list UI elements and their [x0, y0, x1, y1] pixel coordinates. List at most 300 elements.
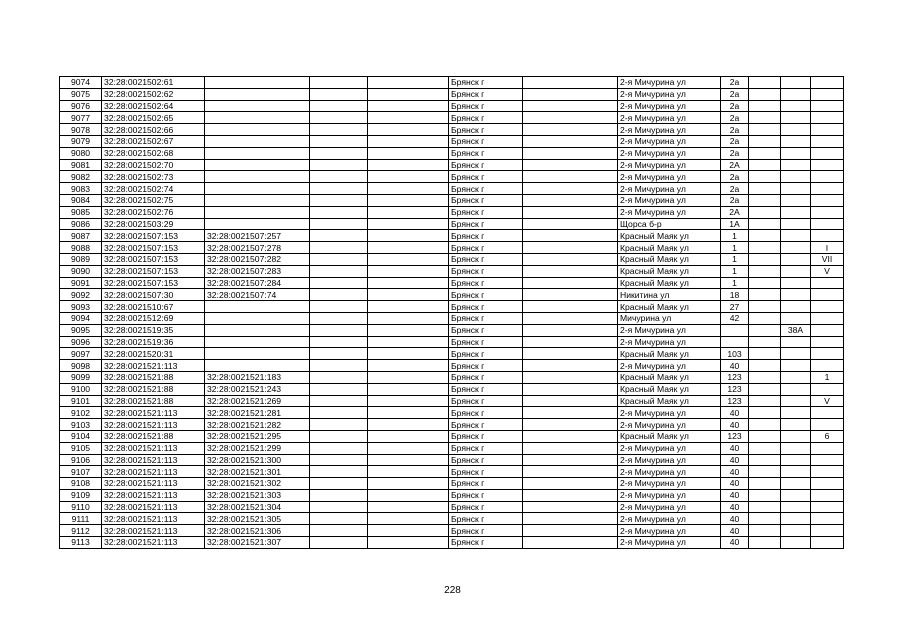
object-cadastral-number-cell [205, 360, 310, 372]
structure-cell [781, 147, 811, 159]
empty-cell [523, 159, 618, 171]
empty-cell [368, 253, 449, 265]
city-cell: Брянск г [449, 525, 523, 537]
structure-cell [781, 88, 811, 100]
street-cell: 2-я Мичурина ул [618, 525, 721, 537]
row-number-cell: 9104 [60, 430, 102, 442]
row-number-cell: 9111 [60, 513, 102, 525]
premises-cell: VII [811, 253, 844, 265]
street-cell: 2-я Мичурина ул [618, 100, 721, 112]
house-number-cell: 123 [721, 395, 749, 407]
table-row [60, 265, 844, 277]
premises-cell [811, 478, 844, 490]
building-cell [749, 407, 781, 419]
empty-cell [368, 218, 449, 230]
premises-cell [811, 407, 844, 419]
empty-cell [368, 147, 449, 159]
cadastral-number-cell: 32:28:0021502:75 [102, 194, 205, 206]
empty-cell [368, 513, 449, 525]
premises-cell [811, 124, 844, 136]
empty-cell [523, 360, 618, 372]
premises-cell [811, 301, 844, 313]
house-number-cell: 40 [721, 537, 749, 549]
city-cell: Брянск г [449, 336, 523, 348]
premises-cell [811, 194, 844, 206]
empty-cell [310, 277, 368, 289]
city-cell: Брянск г [449, 466, 523, 478]
building-cell [749, 348, 781, 360]
street-cell: 2-я Мичурина ул [618, 324, 721, 336]
premises-cell [811, 454, 844, 466]
empty-cell [310, 478, 368, 490]
building-cell [749, 265, 781, 277]
empty-cell [310, 383, 368, 395]
empty-cell [368, 466, 449, 478]
row-number-cell: 9093 [60, 301, 102, 313]
cadastral-number-cell: 32:28:0021521:113 [102, 489, 205, 501]
object-cadastral-number-cell [205, 301, 310, 313]
city-cell: Брянск г [449, 159, 523, 171]
city-cell: Брянск г [449, 171, 523, 183]
empty-cell [368, 324, 449, 336]
table-row [60, 383, 844, 395]
object-cadastral-number-cell [205, 77, 310, 89]
table-row [60, 513, 844, 525]
empty-cell [368, 371, 449, 383]
premises-cell [811, 383, 844, 395]
building-cell [749, 430, 781, 442]
table-row [60, 100, 844, 112]
premises-cell [811, 501, 844, 513]
empty-cell [523, 112, 618, 124]
object-cadastral-number-cell [205, 218, 310, 230]
empty-cell [368, 194, 449, 206]
cadastral-number-cell: 32:28:0021519:35 [102, 324, 205, 336]
object-cadastral-number-cell: 32:28:0021507:278 [205, 242, 310, 254]
structure-cell [781, 478, 811, 490]
cadastral-number-cell: 32:28:0021502:76 [102, 206, 205, 218]
empty-cell [310, 466, 368, 478]
cadastral-number-cell: 32:28:0021521:113 [102, 360, 205, 372]
empty-cell [523, 513, 618, 525]
street-cell: 2-я Мичурина ул [618, 489, 721, 501]
empty-cell [523, 88, 618, 100]
row-number-cell: 9101 [60, 395, 102, 407]
cadastral-number-cell: 32:28:0021502:73 [102, 171, 205, 183]
house-number-cell [721, 336, 749, 348]
city-cell: Брянск г [449, 407, 523, 419]
empty-cell [310, 289, 368, 301]
object-cadastral-number-cell: 32:28:0021521:300 [205, 454, 310, 466]
building-cell [749, 159, 781, 171]
table-row [60, 124, 844, 136]
premises-cell [811, 348, 844, 360]
building-cell [749, 383, 781, 395]
table-row [60, 348, 844, 360]
house-number-cell: 2а [721, 171, 749, 183]
empty-cell [368, 183, 449, 195]
object-cadastral-number-cell [205, 324, 310, 336]
table-row [60, 230, 844, 242]
empty-cell [368, 525, 449, 537]
city-cell: Брянск г [449, 253, 523, 265]
house-number-cell: 40 [721, 501, 749, 513]
empty-cell [368, 489, 449, 501]
premises-cell [811, 324, 844, 336]
building-cell [749, 513, 781, 525]
premises-cell [811, 100, 844, 112]
cadastral-number-cell: 32:28:0021507:153 [102, 230, 205, 242]
premises-cell [811, 525, 844, 537]
cadastral-number-cell: 32:28:0021507:30 [102, 289, 205, 301]
empty-cell [310, 336, 368, 348]
structure-cell [781, 242, 811, 254]
building-cell [749, 525, 781, 537]
city-cell: Брянск г [449, 88, 523, 100]
empty-cell [310, 407, 368, 419]
empty-cell [523, 277, 618, 289]
city-cell: Брянск г [449, 135, 523, 147]
premises-cell [811, 183, 844, 195]
city-cell: Брянск г [449, 277, 523, 289]
empty-cell [368, 537, 449, 549]
table-row [60, 253, 844, 265]
premises-cell [811, 277, 844, 289]
empty-cell [523, 242, 618, 254]
empty-cell [523, 324, 618, 336]
city-cell: Брянск г [449, 383, 523, 395]
table-row [60, 501, 844, 513]
empty-cell [310, 147, 368, 159]
empty-cell [368, 100, 449, 112]
building-cell [749, 312, 781, 324]
structure-cell [781, 430, 811, 442]
house-number-cell: 40 [721, 419, 749, 431]
object-cadastral-number-cell: 32:28:0021521:302 [205, 478, 310, 490]
row-number-cell: 9081 [60, 159, 102, 171]
structure-cell [781, 218, 811, 230]
empty-cell [368, 206, 449, 218]
building-cell [749, 88, 781, 100]
cadastral-number-cell: 32:28:0021507:153 [102, 265, 205, 277]
building-cell [749, 395, 781, 407]
row-number-cell: 9113 [60, 537, 102, 549]
empty-cell [523, 171, 618, 183]
house-number-cell: 2а [721, 124, 749, 136]
structure-cell [781, 194, 811, 206]
house-number-cell: 2а [721, 77, 749, 89]
cadastral-number-cell: 32:28:0021502:74 [102, 183, 205, 195]
cadastral-number-cell: 32:28:0021512:69 [102, 312, 205, 324]
street-cell: Красный Маяк ул [618, 242, 721, 254]
row-number-cell: 9103 [60, 419, 102, 431]
street-cell: 2-я Мичурина ул [618, 159, 721, 171]
house-number-cell [721, 324, 749, 336]
table-row [60, 242, 844, 254]
cadastral-number-cell: 32:28:0021520:31 [102, 348, 205, 360]
street-cell: 2-я Мичурина ул [618, 135, 721, 147]
empty-cell [368, 265, 449, 277]
street-cell: 2-я Мичурина ул [618, 478, 721, 490]
structure-cell [781, 525, 811, 537]
row-number-cell: 9102 [60, 407, 102, 419]
structure-cell [781, 395, 811, 407]
street-cell: 2-я Мичурина ул [618, 206, 721, 218]
row-number-cell: 9086 [60, 218, 102, 230]
building-cell [749, 324, 781, 336]
city-cell: Брянск г [449, 430, 523, 442]
city-cell: Брянск г [449, 206, 523, 218]
structure-cell [781, 171, 811, 183]
city-cell: Брянск г [449, 324, 523, 336]
cadastral-number-cell: 32:28:0021521:113 [102, 537, 205, 549]
empty-cell [523, 336, 618, 348]
house-number-cell: 103 [721, 348, 749, 360]
table-row [60, 301, 844, 313]
building-cell [749, 371, 781, 383]
building-cell [749, 442, 781, 454]
house-number-cell: 1 [721, 277, 749, 289]
empty-cell [523, 230, 618, 242]
premises-cell [811, 77, 844, 89]
empty-cell [368, 289, 449, 301]
row-number-cell: 9099 [60, 371, 102, 383]
empty-cell [523, 371, 618, 383]
empty-cell [310, 525, 368, 537]
cadastral-number-cell: 32:28:0021519:36 [102, 336, 205, 348]
house-number-cell: 27 [721, 301, 749, 313]
table-row [60, 206, 844, 218]
structure-cell [781, 112, 811, 124]
street-cell: Красный Маяк ул [618, 301, 721, 313]
premises-cell [811, 112, 844, 124]
empty-cell [523, 301, 618, 313]
premises-cell [811, 289, 844, 301]
cadastral-number-cell: 32:28:0021510:67 [102, 301, 205, 313]
house-number-cell: 40 [721, 489, 749, 501]
cadastral-number-cell: 32:28:0021521:113 [102, 478, 205, 490]
row-number-cell: 9084 [60, 194, 102, 206]
row-number-cell: 9076 [60, 100, 102, 112]
building-cell [749, 206, 781, 218]
object-cadastral-number-cell: 32:28:0021521:301 [205, 466, 310, 478]
city-cell: Брянск г [449, 147, 523, 159]
empty-cell [368, 312, 449, 324]
street-cell: 2-я Мичурина ул [618, 407, 721, 419]
city-cell: Брянск г [449, 537, 523, 549]
empty-cell [523, 135, 618, 147]
row-number-cell: 9075 [60, 88, 102, 100]
cadastral-number-cell: 32:28:0021521:88 [102, 430, 205, 442]
empty-cell [310, 77, 368, 89]
row-number-cell: 9088 [60, 242, 102, 254]
empty-cell [523, 124, 618, 136]
empty-cell [368, 501, 449, 513]
city-cell: Брянск г [449, 489, 523, 501]
street-cell: Красный Маяк ул [618, 371, 721, 383]
empty-cell [368, 135, 449, 147]
table-row [60, 147, 844, 159]
table-row [60, 407, 844, 419]
empty-cell [523, 478, 618, 490]
row-number-cell: 9097 [60, 348, 102, 360]
row-number-cell: 9080 [60, 147, 102, 159]
house-number-cell: 42 [721, 312, 749, 324]
table-row [60, 159, 844, 171]
cadastral-number-cell: 32:28:0021507:153 [102, 277, 205, 289]
street-cell: Красный Маяк ул [618, 277, 721, 289]
premises-cell [811, 312, 844, 324]
table-row [60, 537, 844, 549]
premises-cell [811, 489, 844, 501]
empty-cell [368, 336, 449, 348]
structure-cell [781, 537, 811, 549]
city-cell: Брянск г [449, 478, 523, 490]
object-cadastral-number-cell [205, 348, 310, 360]
structure-cell [781, 371, 811, 383]
object-cadastral-number-cell: 32:28:0021507:284 [205, 277, 310, 289]
city-cell: Брянск г [449, 100, 523, 112]
structure-cell [781, 312, 811, 324]
house-number-cell: 123 [721, 430, 749, 442]
table-row [60, 371, 844, 383]
house-number-cell: 40 [721, 454, 749, 466]
building-cell [749, 253, 781, 265]
cadastral-number-cell: 32:28:0021521:113 [102, 525, 205, 537]
row-number-cell: 9094 [60, 312, 102, 324]
house-number-cell: 1А [721, 218, 749, 230]
street-cell: 2-я Мичурина ул [618, 112, 721, 124]
empty-cell [310, 206, 368, 218]
row-number-cell: 9105 [60, 442, 102, 454]
table-row [60, 88, 844, 100]
empty-cell [368, 112, 449, 124]
house-number-cell: 2а [721, 112, 749, 124]
street-cell: Красный Маяк ул [618, 430, 721, 442]
row-number-cell: 9089 [60, 253, 102, 265]
street-cell: Красный Маяк ул [618, 348, 721, 360]
empty-cell [368, 301, 449, 313]
house-number-cell: 123 [721, 371, 749, 383]
house-number-cell: 123 [721, 383, 749, 395]
house-number-cell: 2А [721, 206, 749, 218]
structure-cell [781, 253, 811, 265]
house-number-cell: 2а [721, 100, 749, 112]
city-cell: Брянск г [449, 77, 523, 89]
house-number-cell: 40 [721, 525, 749, 537]
building-cell [749, 489, 781, 501]
house-number-cell: 1 [721, 253, 749, 265]
object-cadastral-number-cell [205, 112, 310, 124]
street-cell: 2-я Мичурина ул [618, 419, 721, 431]
empty-cell [310, 419, 368, 431]
city-cell: Брянск г [449, 112, 523, 124]
premises-cell: 1 [811, 371, 844, 383]
row-number-cell: 9107 [60, 466, 102, 478]
table-row [60, 360, 844, 372]
street-cell: Щорса б-р [618, 218, 721, 230]
cadastral-number-cell: 32:28:0021502:62 [102, 88, 205, 100]
row-number-cell: 9091 [60, 277, 102, 289]
city-cell: Брянск г [449, 348, 523, 360]
building-cell [749, 419, 781, 431]
object-cadastral-number-cell: 32:28:0021507:282 [205, 253, 310, 265]
city-cell: Брянск г [449, 501, 523, 513]
row-number-cell: 9095 [60, 324, 102, 336]
structure-cell [781, 135, 811, 147]
table-row [60, 419, 844, 431]
row-number-cell: 9100 [60, 383, 102, 395]
cadastral-number-cell: 32:28:0021507:153 [102, 253, 205, 265]
object-cadastral-number-cell [205, 336, 310, 348]
object-cadastral-number-cell [205, 183, 310, 195]
city-cell: Брянск г [449, 218, 523, 230]
row-number-cell: 9110 [60, 501, 102, 513]
premises-cell [811, 147, 844, 159]
house-number-cell: 2а [721, 147, 749, 159]
table-row [60, 442, 844, 454]
cadastral-number-cell: 32:28:0021521:113 [102, 454, 205, 466]
empty-cell [523, 312, 618, 324]
empty-cell [310, 430, 368, 442]
object-cadastral-number-cell [205, 194, 310, 206]
empty-cell [310, 513, 368, 525]
table-row [60, 395, 844, 407]
cadastral-number-cell: 32:28:0021521:113 [102, 466, 205, 478]
house-number-cell: 2а [721, 135, 749, 147]
empty-cell [368, 383, 449, 395]
object-cadastral-number-cell [205, 147, 310, 159]
row-number-cell: 9090 [60, 265, 102, 277]
empty-cell [310, 360, 368, 372]
building-cell [749, 147, 781, 159]
empty-cell [310, 265, 368, 277]
structure-cell [781, 124, 811, 136]
street-cell: Красный Маяк ул [618, 383, 721, 395]
city-cell: Брянск г [449, 301, 523, 313]
premises-cell [811, 513, 844, 525]
house-number-cell: 40 [721, 478, 749, 490]
building-cell [749, 501, 781, 513]
object-cadastral-number-cell: 32:28:0021521:281 [205, 407, 310, 419]
empty-cell [523, 100, 618, 112]
object-cadastral-number-cell: 32:28:0021507:257 [205, 230, 310, 242]
empty-cell [368, 407, 449, 419]
page-number: 228 [444, 585, 461, 596]
object-cadastral-number-cell: 32:28:0021521:304 [205, 501, 310, 513]
street-cell: Красный Маяк ул [618, 265, 721, 277]
premises-cell: 6 [811, 430, 844, 442]
street-cell: 2-я Мичурина ул [618, 360, 721, 372]
structure-cell [781, 159, 811, 171]
street-cell: 2-я Мичурина ул [618, 336, 721, 348]
structure-cell [781, 513, 811, 525]
structure-cell [781, 383, 811, 395]
premises-cell [811, 206, 844, 218]
empty-cell [310, 537, 368, 549]
empty-cell [310, 230, 368, 242]
empty-cell [310, 501, 368, 513]
premises-cell [811, 135, 844, 147]
city-cell: Брянск г [449, 312, 523, 324]
row-number-cell: 9112 [60, 525, 102, 537]
table-row [60, 218, 844, 230]
empty-cell [368, 277, 449, 289]
empty-cell [310, 371, 368, 383]
table-row [60, 194, 844, 206]
object-cadastral-number-cell [205, 206, 310, 218]
empty-cell [310, 218, 368, 230]
